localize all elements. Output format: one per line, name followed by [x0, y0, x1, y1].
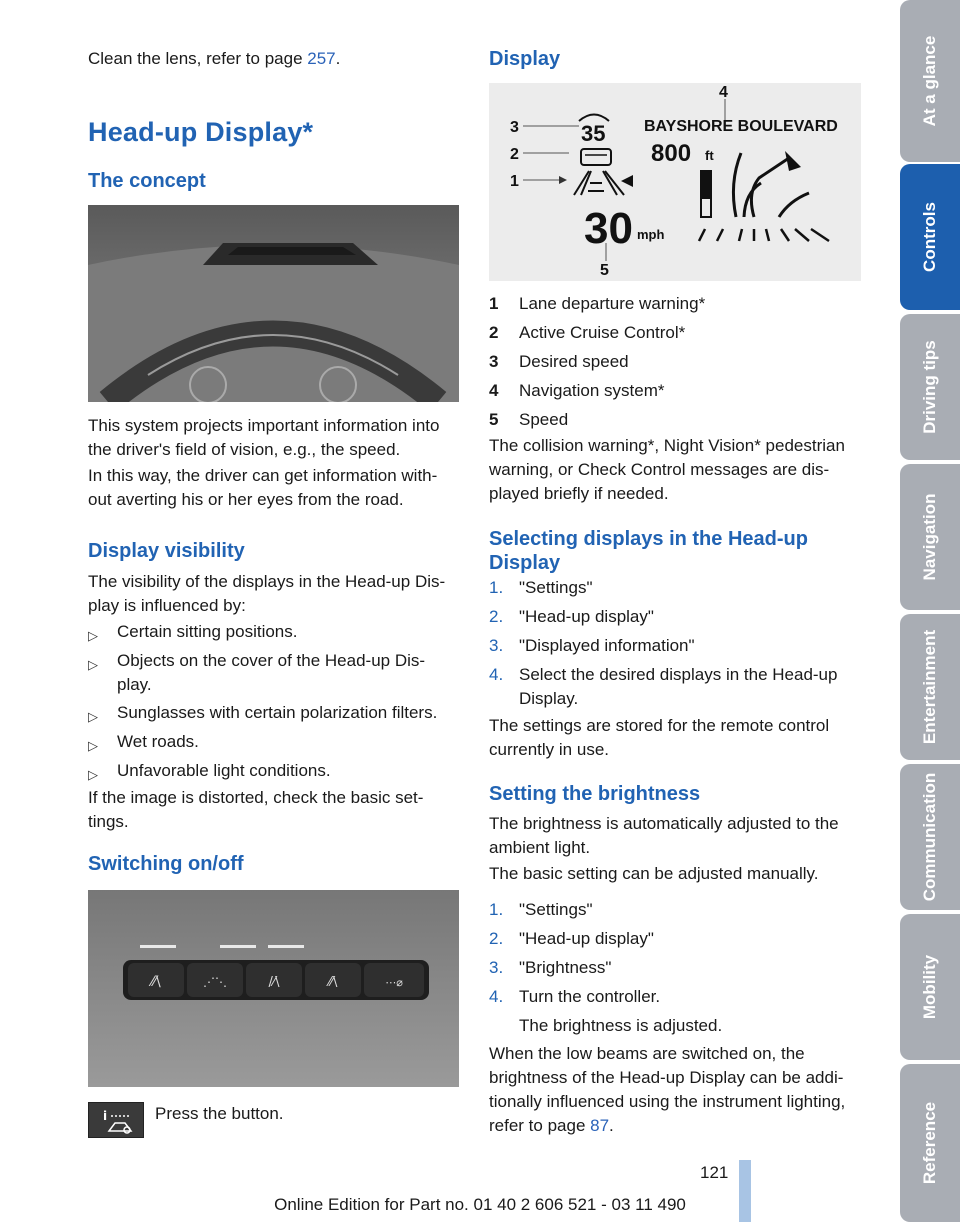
- dashboard-photo: [88, 205, 459, 402]
- triangle-bullet-icon: ▷: [88, 628, 98, 643]
- button-panel-photo: [88, 890, 459, 1087]
- lowbeam-note: When the low beams are switched on, the brightness of the Head-up Display can be addi-tionally influenced using the instrument lighting, refer to page 87.: [489, 1044, 846, 1135]
- lane-guidance-icon: [699, 229, 829, 241]
- concept-heading: The concept: [88, 170, 206, 192]
- page-link-87[interactable]: 87: [590, 1116, 610, 1135]
- tab-entertainment[interactable]: Entertainment: [900, 614, 960, 760]
- svg-text:⁄⁄\: ⁄⁄\: [328, 975, 338, 990]
- page-link-257[interactable]: 257: [307, 49, 336, 68]
- page-title: Head-up Display*: [88, 117, 314, 147]
- switch-heading: Switching on/off: [88, 853, 244, 875]
- triangle-bullet-icon: ▷: [88, 657, 98, 672]
- dashboard-illustration: [88, 205, 459, 402]
- speed-value: 30: [584, 204, 633, 253]
- tab-mobility[interactable]: Mobility: [900, 914, 960, 1060]
- tab-navigation[interactable]: Navigation: [900, 464, 960, 610]
- callout-5: 5: [600, 262, 609, 279]
- svg-text:⋰⋱: ⋰⋱: [203, 975, 227, 989]
- selecting-heading: Selecting displays in the Head-up Display: [489, 528, 808, 574]
- press-button-text: Press the button.: [155, 1104, 284, 1123]
- turn-distance-unit: ft: [705, 148, 714, 163]
- page-number: 121: [700, 1163, 729, 1182]
- tab-at-a-glance[interactable]: At a glance: [900, 0, 960, 162]
- tab-reference[interactable]: Reference: [900, 1064, 960, 1222]
- brightness-heading: Setting the brightness: [489, 783, 701, 805]
- speed-unit: mph: [637, 227, 665, 242]
- callout-2: 2: [510, 146, 519, 163]
- triangle-bullet-icon: ▷: [88, 738, 98, 753]
- concept-paragraph-2: In this way, the driver can get information with-out averting his or her eyes from the road.: [88, 466, 438, 509]
- concept-paragraph-1: This system projects important information into the driver's field of vision, e.g., the speed.: [88, 416, 440, 459]
- desired-speed-value: 35: [581, 121, 606, 146]
- triangle-bullet-icon: ▷: [88, 767, 98, 782]
- clean-lens-note: Clean the lens, refer to page 257.: [88, 49, 341, 68]
- svg-text:⁄⁄\: ⁄⁄\: [151, 974, 161, 990]
- triangle-bullet-icon: ▷: [88, 709, 98, 724]
- svg-text:i: i: [103, 1109, 108, 1123]
- lane-warning-right-arrow-icon: [621, 175, 633, 187]
- brightness-paragraph-2: The basic setting can be adjusted manually.: [489, 864, 819, 883]
- button-panel-illustration: [88, 890, 459, 1087]
- hud-display-figure: [489, 83, 861, 281]
- turn-arrow-icon: [733, 151, 809, 217]
- lane-departure-icon: [574, 171, 624, 195]
- visibility-intro: The visibility of the displays in the Head-up Dis-play is influenced by:: [88, 572, 446, 615]
- tab-driving-tips[interactable]: Driving tips: [900, 314, 960, 460]
- display-heading: Display: [489, 48, 561, 70]
- stored-note: The settings are stored for the remote control currently in use.: [489, 716, 830, 759]
- callout-3: 3: [510, 119, 519, 136]
- turn-distance: 800: [651, 140, 692, 167]
- callout-4: 4: [719, 84, 728, 101]
- brightness-result: The brightness is adjusted.: [519, 1016, 723, 1035]
- hud-button-icon[interactable]: [88, 1102, 144, 1138]
- svg-text:/⁄\: /⁄\: [268, 975, 280, 990]
- street-name: BAYSHORE BOULEVARD: [644, 118, 838, 135]
- distorted-note: If the image is distorted, check the basic set-tings.: [88, 788, 424, 831]
- visibility-heading: Display visibility: [88, 540, 245, 562]
- footer-edition: Online Edition for Part no. 01 40 2 606 521 - 03 11 490: [274, 1195, 686, 1214]
- brightness-paragraph-1: The brightness is automatically adjusted to the ambient light.: [489, 814, 839, 857]
- tab-communication[interactable]: Communication: [900, 764, 960, 910]
- svg-text:⋯⌀: ⋯⌀: [385, 976, 403, 989]
- tab-controls[interactable]: Controls: [900, 164, 960, 310]
- callout-1: 1: [510, 173, 519, 190]
- car-icon: [581, 149, 611, 165]
- collision-note: The collision warning*, Night Vision* pedestrian warning, or Check Control messages are dis-played briefly if needed.: [489, 436, 845, 503]
